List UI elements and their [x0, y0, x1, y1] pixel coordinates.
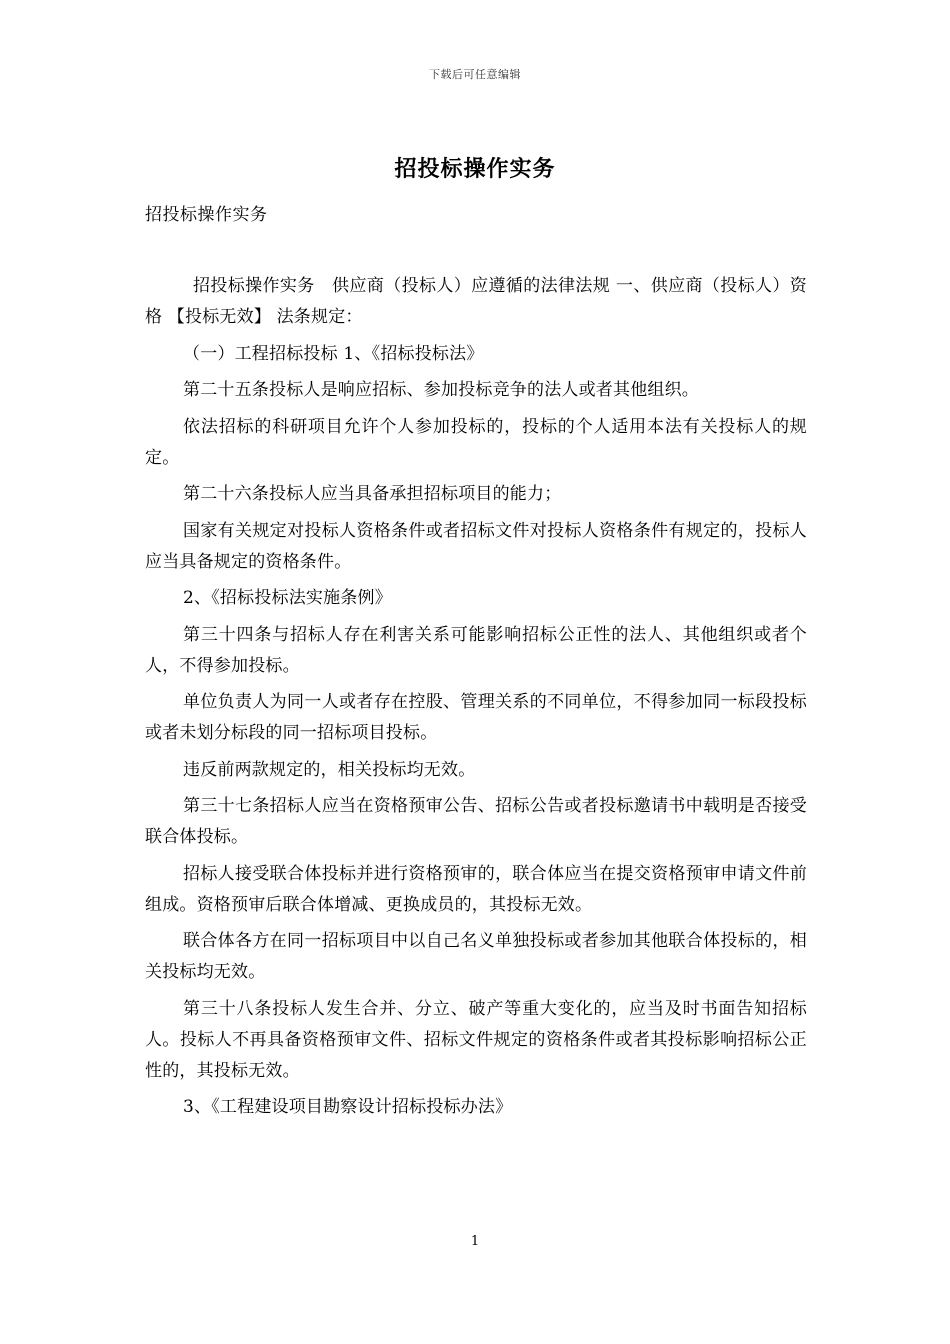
paragraph-article-34-c: 违反前两款规定的，相关投标均无效。 — [183, 759, 476, 780]
paragraph-article-38: 第三十八条投标人发生合并、分立、破产等重大变化的，应当及时书面告知招标人。投标人不再具备资格预审文件、招标文件规定的资格条件或者其投标影响招标公正性的，其投标无效。 — [145, 998, 807, 1081]
document-title: 招投标操作实务 — [394, 156, 556, 182]
paragraph-article-37-b: 招标人接受联合体投标并进行资格预审的，联合体应当在提交资格预审申请文件前组成。资格预审后联合体增减、更换成员的，其投标无效。 — [145, 863, 807, 915]
paragraph-article-34: 第三十四条与招标人存在利害关系可能影响招标公正性的法人、其他组织或者个人，不得参加投标。 — [145, 624, 807, 676]
paragraph-law-heading-2: 2、《招标投标法实施条例》 — [183, 588, 392, 608]
paragraph-section-heading: （一）工程招标投标 1、《招标投标法》 — [183, 343, 484, 364]
paragraph-article-25-b: 依法招标的科研项目允许个人参加投标的，投标的个人适用本法有关投标人的规定。 — [145, 416, 807, 468]
paragraph-article-37-c: 联合体各方在同一招标项目中以自己名义单独投标或者参加其他联合体投标的，相关投标均无效。 — [145, 931, 807, 982]
paragraph-article-26-b: 国家有关规定对投标人资格条件或者招标文件对投标人资格条件有规定的，投标人应当具备规定的资格条件。 — [145, 520, 807, 572]
paragraph-article-37: 第三十七条招标人应当在资格预审公告、招标公告或者投标邀请书中载明是否接受联合体投标。 — [145, 796, 807, 847]
paragraph-article-26: 第二十六条投标人应当具备承担招标项目的能力； — [183, 484, 562, 504]
paragraph-law-heading-3: 3、《工程建设项目勘察设计招标投标办法》 — [183, 1097, 513, 1117]
paragraph-article-34-b: 单位负责人为同一人或者存在控股、管理关系的不同单位，不得参加同一标段投标或者未划分标段的同一招标项目投标。 — [145, 692, 807, 743]
document-subtitle: 招投标操作实务 — [145, 205, 268, 225]
paragraph-article-25: 第二十五条投标人是响应招标、参加投标竞争的法人或者其他组织。 — [183, 380, 699, 400]
page-number: 1 — [470, 1234, 480, 1249]
document-body — [145, 271, 807, 1129]
header-note: 下载后可任意编辑 — [429, 68, 521, 81]
paragraph-intro: 招投标操作实务 供应商（投标人）应遵循的法律法规 一、供应商（投标人）资格 【投标无效】 法条规定： — [145, 276, 807, 327]
